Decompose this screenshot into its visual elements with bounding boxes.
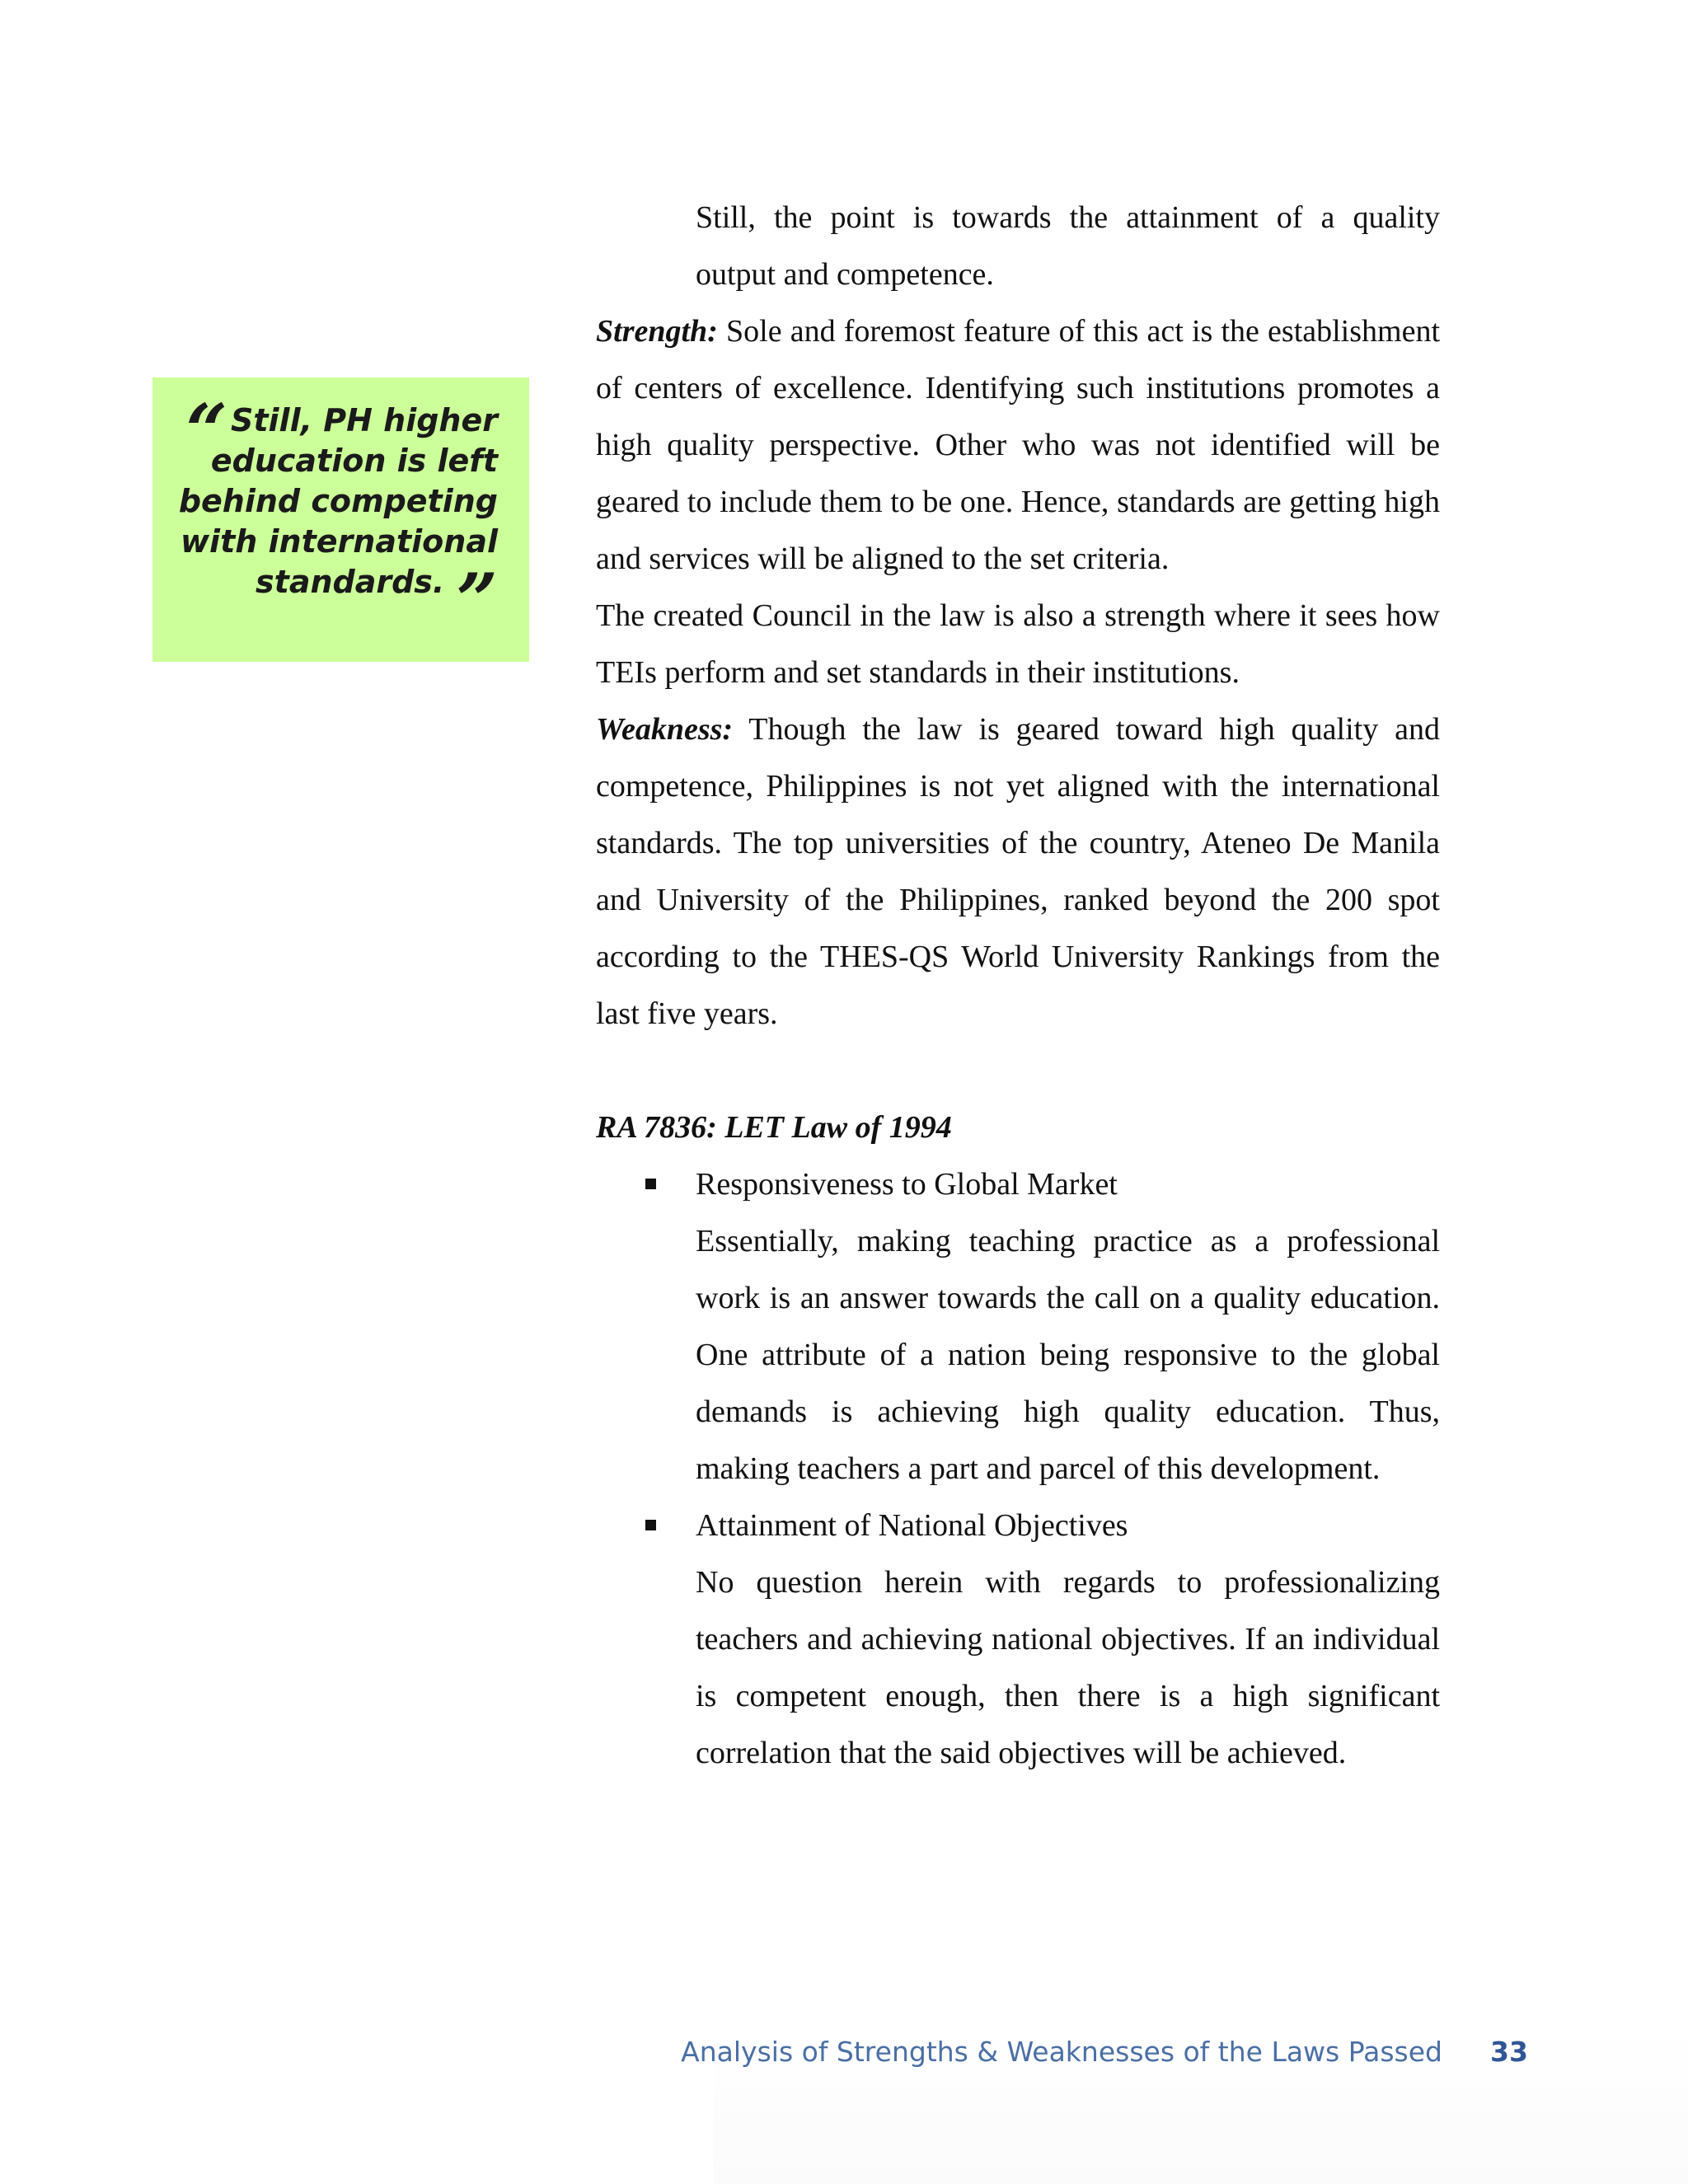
weakness-paragraph xyxy=(596,701,1440,1043)
strength-label: Strength: xyxy=(596,314,718,349)
close-quote-icon: ” xyxy=(456,557,498,643)
section-heading: RA 7836: LET Law of 1994 xyxy=(596,1110,952,1145)
weakness-label: Weakness: xyxy=(596,712,734,747)
strength-paragraph xyxy=(596,303,1440,588)
council-paragraph: The created Council in the law is also a strength where it sees how TEIs perform and set standards in their institutions. xyxy=(596,598,1440,690)
footer-title: Analysis of Strengths & Weaknesses of the Laws Passed xyxy=(681,2036,1442,2068)
spacer xyxy=(596,1043,1440,1099)
pull-quote-line: behind competing xyxy=(178,483,498,519)
pull-quote-line: with international xyxy=(180,523,498,560)
weakness-text: Though the law is geared toward high quality and competence, Philippines is not yet aligned with the international standards. The top universities of the country, Ateneo De Manila and University of the Philippines, ranked beyond the 200 spot according to the THES-QS World University Rankings from the last five years. xyxy=(596,712,1440,1031)
bullet-title: Responsiveness to Global Market xyxy=(696,1167,1118,1202)
pull-quote-line: standards. xyxy=(256,564,445,600)
intro-line: Still, the point is towards the attainment of a quality xyxy=(696,200,1440,235)
square-bullet-icon xyxy=(645,1520,656,1530)
pull-quote-text xyxy=(152,387,498,643)
strength-text: Sole and foremost feature of this act is the establishment of centers of excellence. Identifying such institutions promotes a high quality perspective. Other who was not identified will be geared to include them to be one. Hence, standards are getting high and services will be aligned to the set criteria. xyxy=(596,314,1441,576)
open-quote-icon: “ xyxy=(185,387,227,473)
page-number: 33 xyxy=(1490,2036,1528,2068)
pull-quote-line: Still, PH higher xyxy=(230,402,498,438)
pull-quote-box xyxy=(152,377,529,662)
square-bullet-icon xyxy=(645,1179,656,1189)
list-item xyxy=(596,1497,1440,1554)
bullet-text: No question herein with regards to professionalizing teachers and achieving national objectives. If an individual is competent enough, then there is a high significant correlation that the said objectives will be achieved. xyxy=(696,1565,1440,1770)
bullet-title: Attainment of National Objectives xyxy=(696,1508,1128,1543)
intro-line: output and competence. xyxy=(696,257,994,292)
main-text-column xyxy=(596,190,1440,1782)
page-footer xyxy=(0,2036,1688,2077)
pull-quote-line: education is left xyxy=(210,443,498,479)
bullet-text: Essentially, making teaching practice as a professional work is an answer towards the call on a quality education. One attribute of a nation being responsive to the global demands is achieving high quality education. Thus, making teachers a part and parcel of this development. xyxy=(696,1224,1440,1486)
list-item xyxy=(596,1156,1440,1213)
